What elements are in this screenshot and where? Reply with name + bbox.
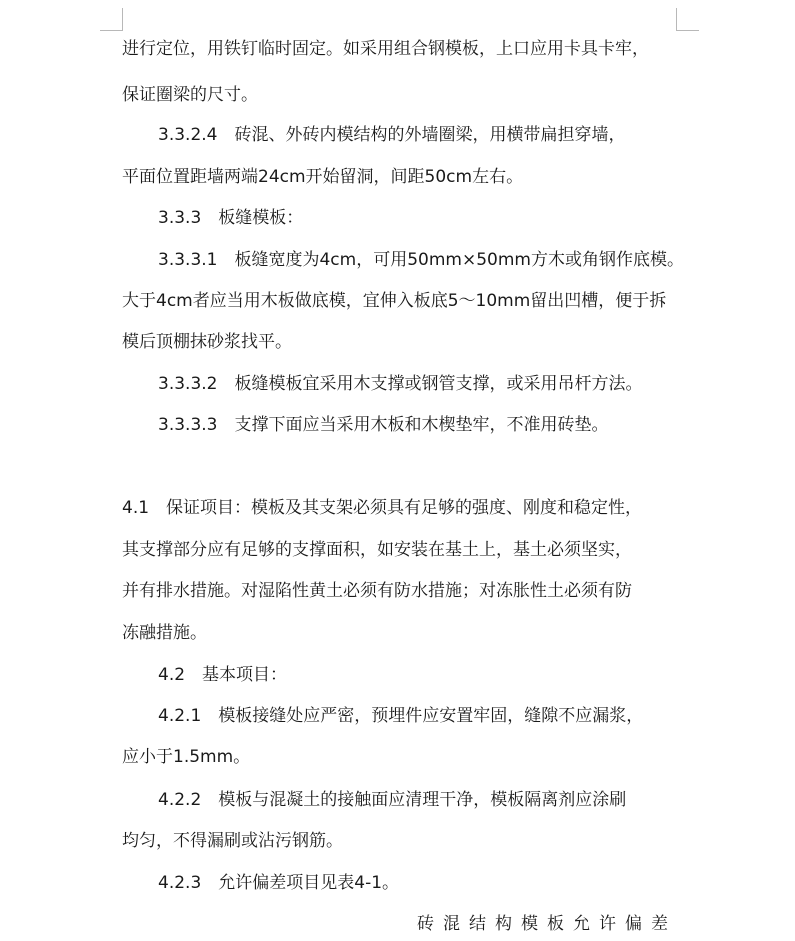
paragraph-line: 均匀，不得漏刷或沾污钢筋。 [122, 831, 343, 851]
paragraph-line: 3.3.3.1 板缝宽度为4cm，可用50mm×50mm方木或角钢作底模。 [158, 250, 684, 270]
paragraph-line: 其支撑部分应有足够的支撑面积，如安装在基土上，基土必须坚实， [122, 540, 632, 560]
paragraph-line: 4.2.3 允许偏差项目见表4-1。 [158, 873, 400, 893]
paragraph-line: 进行定位，用铁钉临时固定。如采用组合钢模板，上口应用卡具卡牢， [122, 39, 649, 59]
page-corner-mark-top-left [100, 8, 123, 31]
paragraph-line: 4.2.1 模板接缝处应严密，预埋件应安置牢固，缝隙不应漏浆， [158, 706, 644, 726]
paragraph-line: 3.3.2.4 砖混、外砖内模结构的外墙圈梁，用横带扁担穿墙， [158, 125, 626, 145]
paragraph-line: 并有排水措施。对湿陷性黄土必须有防水措施；对冻胀性土必须有防 [122, 581, 632, 601]
section-heading: 4.2 基本项目： [158, 665, 288, 685]
paragraph-line: 冻融措施。 [122, 623, 207, 643]
page-corner-mark-top-right [676, 8, 699, 31]
paragraph-line: 平面位置距墙两端24cm开始留洞，间距50cm左右。 [122, 167, 524, 187]
paragraph-line: 4.1 保证项目：模板及其支架必须具有足够的强度、刚度和稳定性， [122, 498, 643, 518]
paragraph-line: 模后顶棚抹砂浆找平。 [122, 332, 292, 352]
paragraph-line: 应小于1.5mm。 [122, 747, 251, 767]
paragraph-line: 4.2.2 模板与混凝土的接触面应清理干净，模板隔离剂应涂刷 [158, 790, 627, 810]
paragraph-line: 3.3.3.3 支撑下面应当采用木板和木楔垫牢，不准用砖垫。 [158, 415, 609, 435]
section-heading: 3.3.3 板缝模板： [158, 208, 304, 228]
paragraph-line: 保证圈梁的尺寸。 [122, 85, 258, 105]
paragraph-line: 3.3.3.2 板缝模板宜采用木支撑或钢管支撑，或采用吊杆方法。 [158, 374, 643, 394]
paragraph-line: 大于4cm者应当用木板做底模，宜伸入板底5～10mm留出凹槽，便于拆 [122, 291, 667, 311]
table-caption: 砖混结构模板允许偏差 [417, 914, 677, 934]
